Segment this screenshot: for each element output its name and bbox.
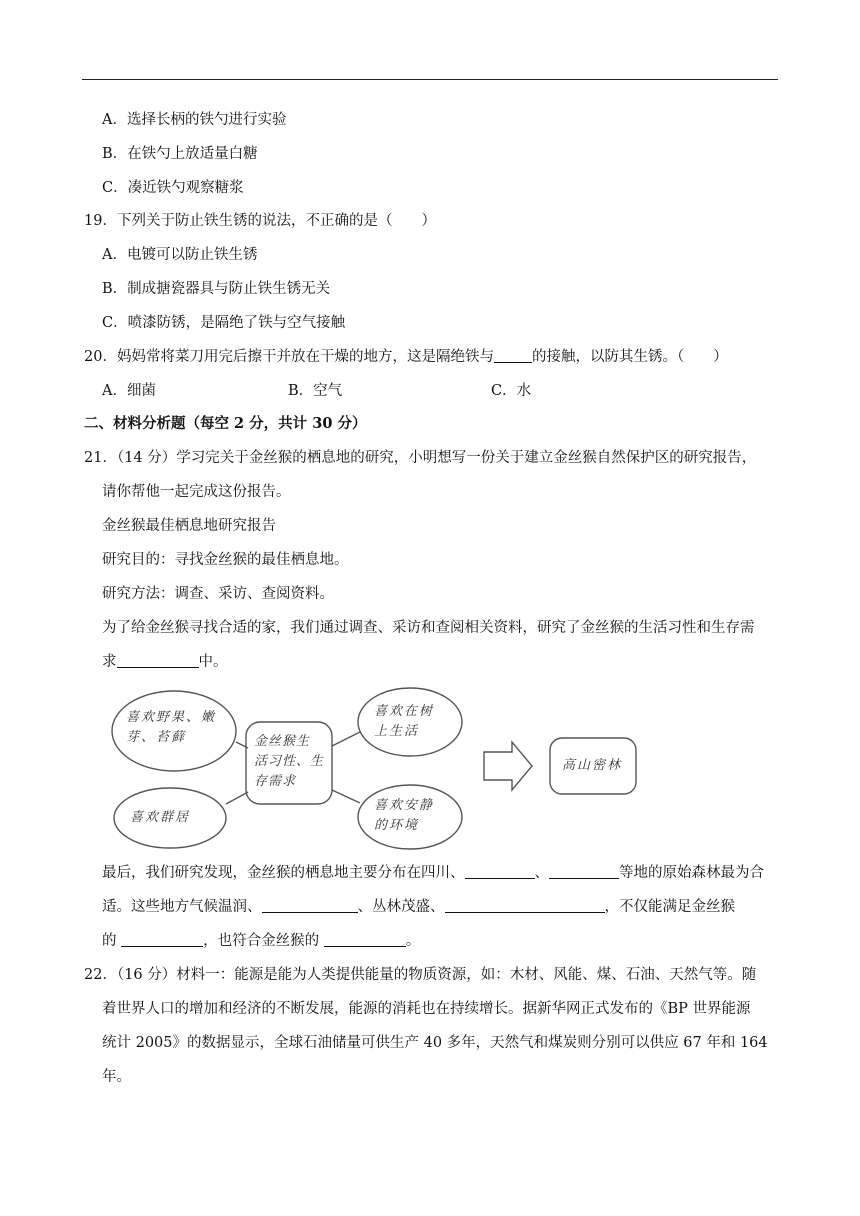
q20-stem-after: 的接触，以防其生锈。（ ） [531, 349, 728, 365]
connector-tr [332, 732, 360, 746]
bubble-top-left-text [126, 708, 216, 748]
q18-option-a: A．选择长柄的铁勺进行实验 [102, 112, 287, 128]
q21-conclusion-2c: ，不仅能满足金丝猴 [604, 899, 735, 915]
bubble-top-left-line2: 芽、苔藓 [126, 730, 187, 745]
q20-answer-blank[interactable] [494, 348, 532, 363]
result-box-text: 高山密林 [562, 758, 623, 773]
q21-conclusion-1a: 最后，我们研究发现，金丝猴的栖息地主要分布在四川、 [102, 865, 465, 881]
bubble-center-text [254, 732, 324, 792]
q21-blank-3[interactable] [549, 864, 619, 879]
q21-blank-7[interactable] [324, 932, 406, 947]
q21-conclusion-1c: 等地的原始森林最为合 [619, 865, 764, 881]
q21-method: 研究方法：调查、采访、查阅资料。 [102, 586, 334, 602]
bubble-center-line3: 存需求 [254, 774, 297, 789]
bubble-top-left-line1: 喜欢野果、嫩 [126, 710, 217, 725]
bubble-bottom-right-text [374, 796, 434, 836]
q21-intro-line2 [102, 652, 228, 672]
q21-intro-before: 求 [102, 654, 117, 670]
q21-conclusion-line3 [102, 931, 420, 951]
q20-option-b: B．空气 [288, 383, 343, 399]
q21-intro-after: 中。 [198, 654, 228, 670]
q18-option-c: C．凑近铁勺观察糖浆 [102, 180, 244, 196]
q21-conclusion-3a: 的 [102, 933, 122, 949]
connector-bl [226, 792, 248, 804]
section-title: 二、材料分析题（每空 2 分，共计 30 分） [84, 415, 367, 432]
q21-conclusion-line1 [102, 863, 764, 883]
q22-line1: 22．（16 分）材料一：能源是能为人类提供能量的物质资源，如：木材、风能、煤、石油、天然气等。随 [84, 967, 757, 983]
q21-conclusion-1b: 、 [534, 865, 549, 881]
q20-option-a: A．细菌 [102, 383, 156, 399]
q21-blank-4[interactable] [262, 898, 358, 913]
q21-stem-line2: 请你帮他一起完成这份报告。 [102, 484, 291, 500]
bubble-top-right-text [374, 702, 434, 742]
habitat-diagram [108, 686, 668, 856]
bubble-top-right-line2: 上生活 [374, 724, 420, 739]
q20-stem [84, 347, 728, 367]
q21-blank-6[interactable] [121, 932, 203, 947]
q21-conclusion-2b: 、丛林茂盛、 [357, 899, 445, 915]
q18-option-b: B．在铁勺上放适量白糖 [102, 146, 258, 162]
q20-option-c: C．水 [491, 383, 532, 399]
arrow-shape [484, 742, 532, 790]
q22-line4: 年。 [102, 1069, 131, 1085]
q21-conclusion-3c: 。 [405, 933, 421, 949]
q22-line2: 着世界人口的增加和经济的不断发展，能源的消耗也在持续增长。据新华网正式发布的《BP 世界能源 [102, 1001, 751, 1017]
q22-line3: 统计 2005》的数据显示，全球石油储量可供生产 40 多年，天然气和煤炭则分别可以供应 67 年和 164 [102, 1035, 768, 1051]
q20-stem-before: 20．妈妈常将菜刀用完后擦干并放在干燥的地方，这是隔绝铁与 [84, 349, 494, 365]
q21-blank-2[interactable] [465, 864, 535, 879]
header-rule [82, 79, 778, 80]
bubble-bottom-right-line1: 喜欢安静 [374, 798, 435, 813]
q21-blank-5[interactable] [445, 898, 605, 913]
q19-option-b: B．制成搪瓷器具与防止铁生锈无关 [102, 281, 331, 297]
q21-blank-1[interactable] [117, 653, 199, 668]
bubble-center-line2: 活习性、生 [254, 754, 325, 769]
q21-conclusion-2a: 适。这些地方气候温润、 [102, 899, 262, 915]
bubble-bottom-right-line2: 的环境 [374, 818, 420, 833]
q21-stem-line1: 21．（14 分）学习完关于金丝猴的栖息地的研究，小明想写一份关于建立金丝猴自然保护区的研究报告， [84, 450, 757, 466]
q19-option-a: A．电镀可以防止铁生锈 [102, 247, 258, 263]
q21-intro-line1: 为了给金丝猴寻找合适的家，我们通过调查、采访和查阅相关资料，研究了金丝猴的生活习性和生存需 [102, 620, 755, 636]
q21-conclusion-line2 [102, 897, 735, 917]
bubble-top-right-line1: 喜欢在树 [374, 704, 435, 719]
q21-report-title: 金丝猴最佳栖息地研究报告 [102, 518, 276, 534]
q21-purpose: 研究目的：寻找金丝猴的最佳栖息地。 [102, 552, 349, 568]
bubble-center-line1: 金丝猴生 [254, 734, 311, 749]
bubble-bottom-left-text: 喜欢群居 [130, 810, 191, 825]
q19-stem: 19．下列关于防止铁生锈的说法，不正确的是（ ） [84, 213, 436, 229]
connector-br [332, 790, 360, 803]
q21-conclusion-3b: ，也符合金丝猴的 [203, 933, 324, 949]
q19-option-c: C．喷漆防锈，是隔绝了铁与空气接触 [102, 315, 346, 331]
